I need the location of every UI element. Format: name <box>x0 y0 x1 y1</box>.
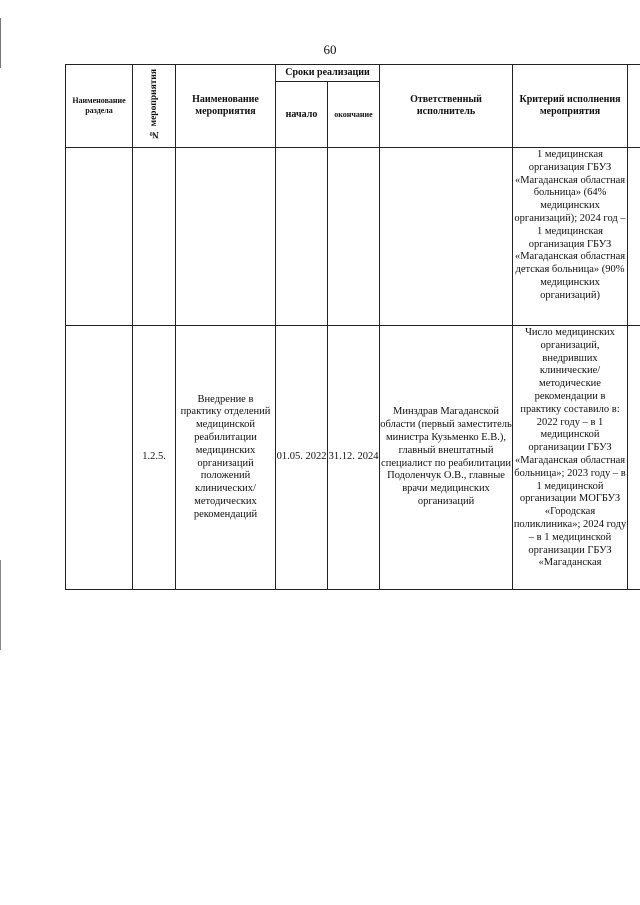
cell-criterion: 1 медицинская организация ГБУЗ «Магаданская областная больница» (64% медицинских организаций); 2024 год – 1 медицинская организация ГБУЗ «Магаданская областная детская больница» (90% медицинских организаций) <box>513 148 628 326</box>
table-row <box>66 148 640 326</box>
cell-section <box>66 148 133 326</box>
header-extra <box>628 65 640 148</box>
header-name: Наименование мероприятия <box>176 65 276 148</box>
cell-name: Внедрение в практику отделений медицинской реабилитации медицинских организаций положений клинических/методических рекомендаций <box>176 326 276 590</box>
cell-extra <box>628 326 640 590</box>
cell-start <box>276 148 328 326</box>
cell-responsible <box>380 148 513 326</box>
header-criterion: Критерий исполнения мероприятия <box>513 65 628 148</box>
header-terms: Сроки реализации <box>276 65 380 82</box>
cell-number: 1.2.5. <box>133 326 176 590</box>
header-section: Наименование раздела <box>66 65 133 148</box>
cell-end <box>328 148 380 326</box>
cell-end: 31.12. 2024 <box>328 326 380 590</box>
header-number <box>133 65 176 148</box>
header-end: окончание <box>328 82 380 148</box>
page-number: 60 <box>323 42 337 57</box>
cell-extra <box>628 148 640 326</box>
table-row <box>66 326 640 590</box>
header-start: начало <box>276 82 328 148</box>
cell-number <box>133 148 176 326</box>
measures-table <box>65 64 640 590</box>
header-number-label: № мероприятия <box>148 68 159 139</box>
left-margin-mark-lower <box>0 560 1 650</box>
cell-name <box>176 148 276 326</box>
cell-section <box>66 326 133 590</box>
cell-responsible: Минздрав Магаданской области (первый заместитель министра Кузьменко Е.В.), главный внештатный специалист по реабилитации Подоленчук О.В., главные врачи медицинских организаций <box>380 326 513 590</box>
cell-start: 01.05. 2022 <box>276 326 328 590</box>
header-responsible: Ответственный исполнитель <box>380 65 513 148</box>
cell-criterion: Число медицинских организаций, внедривших клинические/ методические рекомендации в практику составило в: 2022 году – в 1 медицинской организации ГБУЗ «Магаданская областная больница»; 2023 году – в 1 медицинской организации МОГБУЗ «Городская поликлиника»; 2024 году – в 1 медицинской организации ГБУЗ «Магаданская <box>513 326 628 590</box>
